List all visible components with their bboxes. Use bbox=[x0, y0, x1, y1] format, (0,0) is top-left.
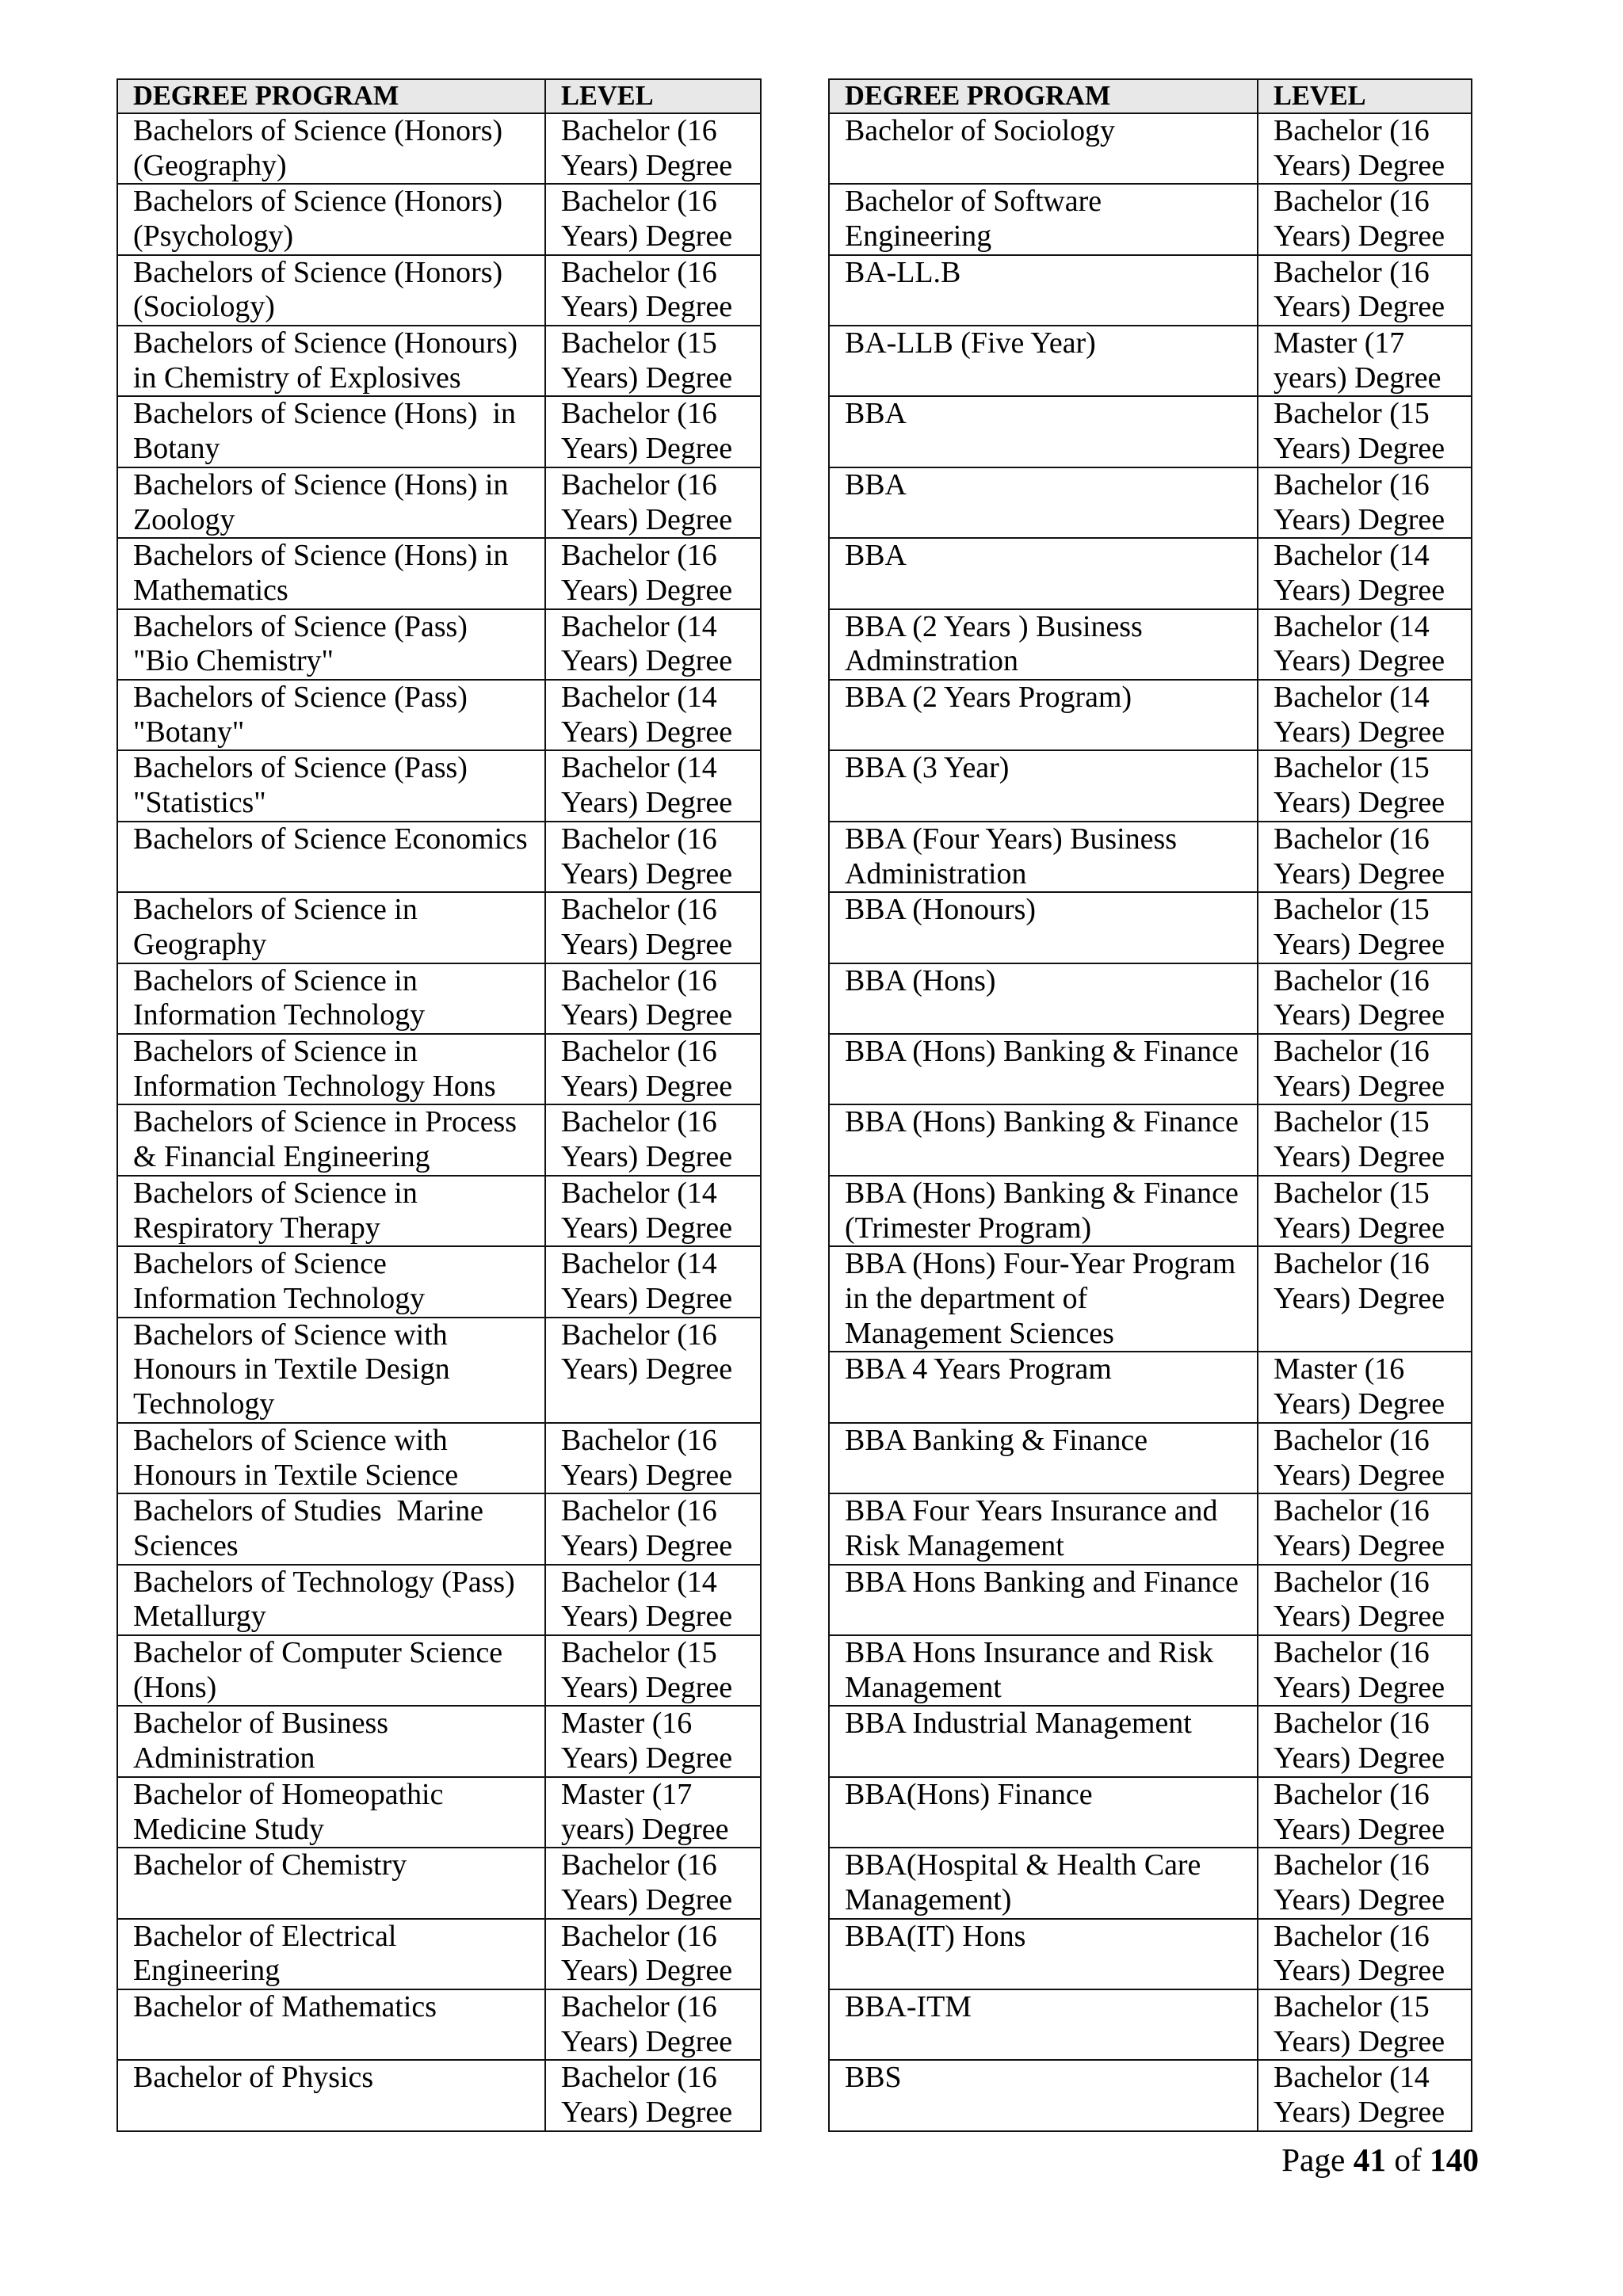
degree-program-cell: BBA (2 Years ) Business Adminstration bbox=[829, 609, 1258, 680]
degree-program-cell: BBS bbox=[829, 2060, 1258, 2130]
degree-program-cell: Bachelors of Science (Pass) "Statistics" bbox=[117, 750, 545, 821]
level-cell: Bachelor (14 Years) Degree bbox=[545, 750, 761, 821]
degree-program-cell: BBA (Hons) Banking & Finance (Trimester Program) bbox=[829, 1176, 1258, 1246]
table-row bbox=[829, 467, 1472, 538]
table-row bbox=[829, 184, 1472, 254]
degree-program-cell: Bachelors of Science (Honors) (Psychology) bbox=[117, 184, 545, 254]
degree-program-cell: Bachelors of Science in Information Technology bbox=[117, 963, 545, 1034]
level-cell: Master (16 Years) Degree bbox=[545, 1706, 761, 1776]
level-cell: Bachelor (16 Years) Degree bbox=[545, 892, 761, 963]
level-cell: Master (17 years) Degree bbox=[545, 1777, 761, 1848]
of-label: of bbox=[1394, 2142, 1422, 2178]
degree-program-cell: Bachelors of Science (Pass) "Botany" bbox=[117, 680, 545, 750]
level-cell: Bachelor (14 Years) Degree bbox=[1258, 538, 1472, 608]
level-cell: Master (17 years) Degree bbox=[1258, 326, 1472, 396]
table-row bbox=[117, 1706, 761, 1776]
level-cell: Bachelor (16 Years) Degree bbox=[1258, 1919, 1472, 1989]
level-cell: Bachelor (16 Years) Degree bbox=[1258, 1034, 1472, 1104]
degree-program-cell: Bachelor of Chemistry bbox=[117, 1848, 545, 1918]
table-row bbox=[117, 255, 761, 326]
table-row bbox=[829, 1176, 1472, 1246]
level-cell: Bachelor (16 Years) Degree bbox=[1258, 184, 1472, 254]
degree-program-cell: BBA Hons Insurance and Risk Management bbox=[829, 1635, 1258, 1706]
level-cell: Bachelor (16 Years) Degree bbox=[545, 822, 761, 892]
level-cell: Bachelor (16 Years) Degree bbox=[1258, 1777, 1472, 1848]
table-row bbox=[117, 1493, 761, 1564]
level-cell: Bachelor (16 Years) Degree bbox=[1258, 963, 1472, 1034]
level-cell: Bachelor (16 Years) Degree bbox=[1258, 1848, 1472, 1918]
level-cell: Bachelor (16 Years) Degree bbox=[545, 1493, 761, 1564]
degree-program-cell: BBA (3 Year) bbox=[829, 750, 1258, 821]
degree-program-cell: BBA (Hons) Four-Year Program in the department of Management Sciences bbox=[829, 1246, 1258, 1352]
degree-program-cell: Bachelors of Science in Respiratory Therapy bbox=[117, 1176, 545, 1246]
degree-program-cell: BBA (Four Years) Business Administration bbox=[829, 822, 1258, 892]
level-cell: Bachelor (16 Years) Degree bbox=[1258, 1423, 1472, 1493]
degree-program-cell: Bachelors of Science (Honours) in Chemistry of Explosives bbox=[117, 326, 545, 396]
degree-program-cell: BBA(Hospital & Health Care Management) bbox=[829, 1848, 1258, 1918]
table-row bbox=[829, 255, 1472, 326]
header-degree-program: DEGREE PROGRAM bbox=[117, 79, 545, 113]
degree-program-cell: BBA-ITM bbox=[829, 1989, 1258, 2060]
table-row bbox=[829, 1493, 1472, 1564]
degree-program-cell: Bachelors of Science (Hons) in Mathematics bbox=[117, 538, 545, 608]
table-row bbox=[829, 680, 1472, 750]
table-row bbox=[829, 2060, 1472, 2130]
level-cell: Bachelor (16 Years) Degree bbox=[1258, 113, 1472, 184]
header-level: LEVEL bbox=[1258, 79, 1472, 113]
level-cell: Bachelor (14 Years) Degree bbox=[1258, 680, 1472, 750]
degree-program-cell: BBA (Hons) Banking & Finance bbox=[829, 1034, 1258, 1104]
total-pages: 140 bbox=[1430, 2142, 1479, 2178]
current-page: 41 bbox=[1353, 2142, 1386, 2178]
table-row bbox=[829, 396, 1472, 467]
level-cell: Bachelor (14 Years) Degree bbox=[1258, 609, 1472, 680]
table-row bbox=[829, 609, 1472, 680]
degree-table-left bbox=[116, 78, 762, 2132]
level-cell: Bachelor (16 Years) Degree bbox=[1258, 1635, 1472, 1706]
table-row bbox=[829, 1635, 1472, 1706]
level-cell: Bachelor (16 Years) Degree bbox=[545, 1989, 761, 2060]
table-row bbox=[829, 1423, 1472, 1493]
page-number bbox=[1281, 2141, 1479, 2179]
level-cell: Bachelor (16 Years) Degree bbox=[545, 1318, 761, 1423]
level-cell: Master (16 Years) Degree bbox=[1258, 1352, 1472, 1422]
degree-program-cell: Bachelor of Computer Science (Hons) bbox=[117, 1635, 545, 1706]
degree-program-cell: Bachelors of Science (Honors) (Sociology) bbox=[117, 255, 545, 326]
degree-program-cell: BBA Industrial Management bbox=[829, 1706, 1258, 1776]
table-row bbox=[117, 538, 761, 608]
degree-program-cell: Bachelors of Science (Honors) (Geography) bbox=[117, 113, 545, 184]
table-row bbox=[829, 1246, 1472, 1352]
level-cell: Bachelor (16 Years) Degree bbox=[545, 963, 761, 1034]
table-row bbox=[117, 326, 761, 396]
degree-program-cell: Bachelors of Science Economics bbox=[117, 822, 545, 892]
table-row bbox=[117, 1423, 761, 1493]
table-row bbox=[117, 822, 761, 892]
degree-program-cell: BBA Banking & Finance bbox=[829, 1423, 1258, 1493]
degree-program-cell: BBA(IT) Hons bbox=[829, 1919, 1258, 1989]
degree-program-cell: BBA (Hons) bbox=[829, 963, 1258, 1034]
table-row bbox=[117, 750, 761, 821]
table-row bbox=[117, 2060, 761, 2130]
table-row bbox=[829, 963, 1472, 1034]
degree-program-cell: Bachelors of Science (Hons) in Botany bbox=[117, 396, 545, 467]
level-cell: Bachelor (16 Years) Degree bbox=[1258, 1493, 1472, 1564]
degree-program-cell: BBA Hons Banking and Finance bbox=[829, 1565, 1258, 1635]
level-cell: Bachelor (15 Years) Degree bbox=[1258, 750, 1472, 821]
level-cell: Bachelor (16 Years) Degree bbox=[545, 538, 761, 608]
level-cell: Bachelor (14 Years) Degree bbox=[545, 1246, 761, 1317]
level-cell: Bachelor (15 Years) Degree bbox=[1258, 892, 1472, 963]
degree-program-cell: BBA bbox=[829, 396, 1258, 467]
level-cell: Bachelor (16 Years) Degree bbox=[1258, 255, 1472, 326]
header-level: LEVEL bbox=[545, 79, 761, 113]
level-cell: Bachelor (16 Years) Degree bbox=[545, 396, 761, 467]
level-cell: Bachelor (16 Years) Degree bbox=[545, 467, 761, 538]
table-row bbox=[829, 892, 1472, 963]
table-row bbox=[829, 1565, 1472, 1635]
table-row bbox=[117, 396, 761, 467]
degree-program-cell: Bachelors of Science (Pass) "Bio Chemistry" bbox=[117, 609, 545, 680]
level-cell: Bachelor (16 Years) Degree bbox=[545, 1104, 761, 1175]
level-cell: Bachelor (16 Years) Degree bbox=[1258, 822, 1472, 892]
degree-program-cell: Bachelor of Software Engineering bbox=[829, 184, 1258, 254]
level-cell: Bachelor (16 Years) Degree bbox=[1258, 1706, 1472, 1776]
table-header-row bbox=[829, 79, 1472, 113]
table-row bbox=[829, 1989, 1472, 2060]
table-row bbox=[117, 1034, 761, 1104]
degree-program-cell: BBA(Hons) Finance bbox=[829, 1777, 1258, 1848]
degree-program-cell: BA-LL.B bbox=[829, 255, 1258, 326]
level-cell: Bachelor (14 Years) Degree bbox=[1258, 2060, 1472, 2130]
degree-program-cell: BBA bbox=[829, 538, 1258, 608]
level-cell: Bachelor (15 Years) Degree bbox=[1258, 1989, 1472, 2060]
degree-program-cell: Bachelors of Technology (Pass) Metallurgy bbox=[117, 1565, 545, 1635]
degree-program-cell: BBA bbox=[829, 467, 1258, 538]
level-cell: Bachelor (16 Years) Degree bbox=[1258, 467, 1472, 538]
degree-program-cell: Bachelors of Science with Honours in Textile Science bbox=[117, 1423, 545, 1493]
table-header-row bbox=[117, 79, 761, 113]
level-cell: Bachelor (16 Years) Degree bbox=[545, 113, 761, 184]
level-cell: Bachelor (14 Years) Degree bbox=[545, 1565, 761, 1635]
degree-program-cell: Bachelors of Science Information Technology bbox=[117, 1246, 545, 1317]
degree-program-cell: Bachelor of Sociology bbox=[829, 113, 1258, 184]
table-row bbox=[117, 1848, 761, 1918]
degree-program-cell: Bachelor of Electrical Engineering bbox=[117, 1919, 545, 1989]
degree-program-cell: Bachelors of Science in Process & Financial Engineering bbox=[117, 1104, 545, 1175]
table-row bbox=[829, 1352, 1472, 1422]
degree-table-right bbox=[828, 78, 1472, 2132]
table-row bbox=[117, 467, 761, 538]
level-cell: Bachelor (15 Years) Degree bbox=[1258, 1176, 1472, 1246]
table-row bbox=[117, 1104, 761, 1175]
level-cell: Bachelor (16 Years) Degree bbox=[545, 255, 761, 326]
degree-program-cell: BBA (Hons) Banking & Finance bbox=[829, 1104, 1258, 1175]
degree-program-cell: BBA (2 Years Program) bbox=[829, 680, 1258, 750]
table-row bbox=[117, 680, 761, 750]
table-row bbox=[829, 1777, 1472, 1848]
table-row bbox=[829, 822, 1472, 892]
level-cell: Bachelor (14 Years) Degree bbox=[545, 1176, 761, 1246]
table-row bbox=[829, 1848, 1472, 1918]
degree-program-cell: BBA 4 Years Program bbox=[829, 1352, 1258, 1422]
table-row bbox=[117, 963, 761, 1034]
table-row bbox=[829, 1034, 1472, 1104]
degree-program-cell: Bachelors of Studies Marine Sciences bbox=[117, 1493, 545, 1564]
level-cell: Bachelor (15 Years) Degree bbox=[1258, 396, 1472, 467]
level-cell: Bachelor (16 Years) Degree bbox=[545, 1919, 761, 1989]
degree-program-cell: BA-LLB (Five Year) bbox=[829, 326, 1258, 396]
level-cell: Bachelor (16 Years) Degree bbox=[545, 1423, 761, 1493]
table-row bbox=[117, 609, 761, 680]
table-row bbox=[117, 1635, 761, 1706]
degree-program-cell: Bachelors of Science (Hons) in Zoology bbox=[117, 467, 545, 538]
table-row bbox=[829, 1104, 1472, 1175]
level-cell: Bachelor (16 Years) Degree bbox=[545, 184, 761, 254]
table-row bbox=[829, 1706, 1472, 1776]
table-row bbox=[117, 1777, 761, 1848]
degree-program-cell: Bachelor of Mathematics bbox=[117, 1989, 545, 2060]
degree-program-cell: Bachelors of Science with Honours in Textile Design Technology bbox=[117, 1318, 545, 1423]
table-row bbox=[117, 1246, 761, 1317]
level-cell: Bachelor (16 Years) Degree bbox=[545, 1034, 761, 1104]
degree-program-cell: Bachelors of Science in Information Technology Hons bbox=[117, 1034, 545, 1104]
degree-program-cell: BBA (Honours) bbox=[829, 892, 1258, 963]
level-cell: Bachelor (16 Years) Degree bbox=[1258, 1565, 1472, 1635]
degree-program-cell: Bachelor of Physics bbox=[117, 2060, 545, 2130]
table-row bbox=[117, 892, 761, 963]
level-cell: Bachelor (15 Years) Degree bbox=[545, 1635, 761, 1706]
page-label: Page bbox=[1281, 2142, 1346, 2178]
table-row bbox=[117, 1565, 761, 1635]
table-row bbox=[117, 1919, 761, 1989]
table-row bbox=[829, 1919, 1472, 1989]
table-row bbox=[829, 538, 1472, 608]
level-cell: Bachelor (16 Years) Degree bbox=[545, 1848, 761, 1918]
table-row bbox=[829, 113, 1472, 184]
header-degree-program: DEGREE PROGRAM bbox=[829, 79, 1258, 113]
table-row bbox=[117, 184, 761, 254]
level-cell: Bachelor (14 Years) Degree bbox=[545, 680, 761, 750]
level-cell: Bachelor (14 Years) Degree bbox=[545, 609, 761, 680]
degree-program-cell: Bachelor of Business Administration bbox=[117, 1706, 545, 1776]
level-cell: Bachelor (15 Years) Degree bbox=[1258, 1104, 1472, 1175]
level-cell: Bachelor (16 Years) Degree bbox=[545, 2060, 761, 2130]
degree-program-cell: BBA Four Years Insurance and Risk Management bbox=[829, 1493, 1258, 1564]
table-row bbox=[117, 113, 761, 184]
table-row bbox=[829, 750, 1472, 821]
degree-program-cell: Bachelors of Science in Geography bbox=[117, 892, 545, 963]
table-row bbox=[829, 326, 1472, 396]
table-row bbox=[117, 1318, 761, 1423]
level-cell: Bachelor (16 Years) Degree bbox=[1258, 1246, 1472, 1352]
degree-program-cell: Bachelor of Homeopathic Medicine Study bbox=[117, 1777, 545, 1848]
table-row bbox=[117, 1176, 761, 1246]
level-cell: Bachelor (15 Years) Degree bbox=[545, 326, 761, 396]
table-row bbox=[117, 1989, 761, 2060]
